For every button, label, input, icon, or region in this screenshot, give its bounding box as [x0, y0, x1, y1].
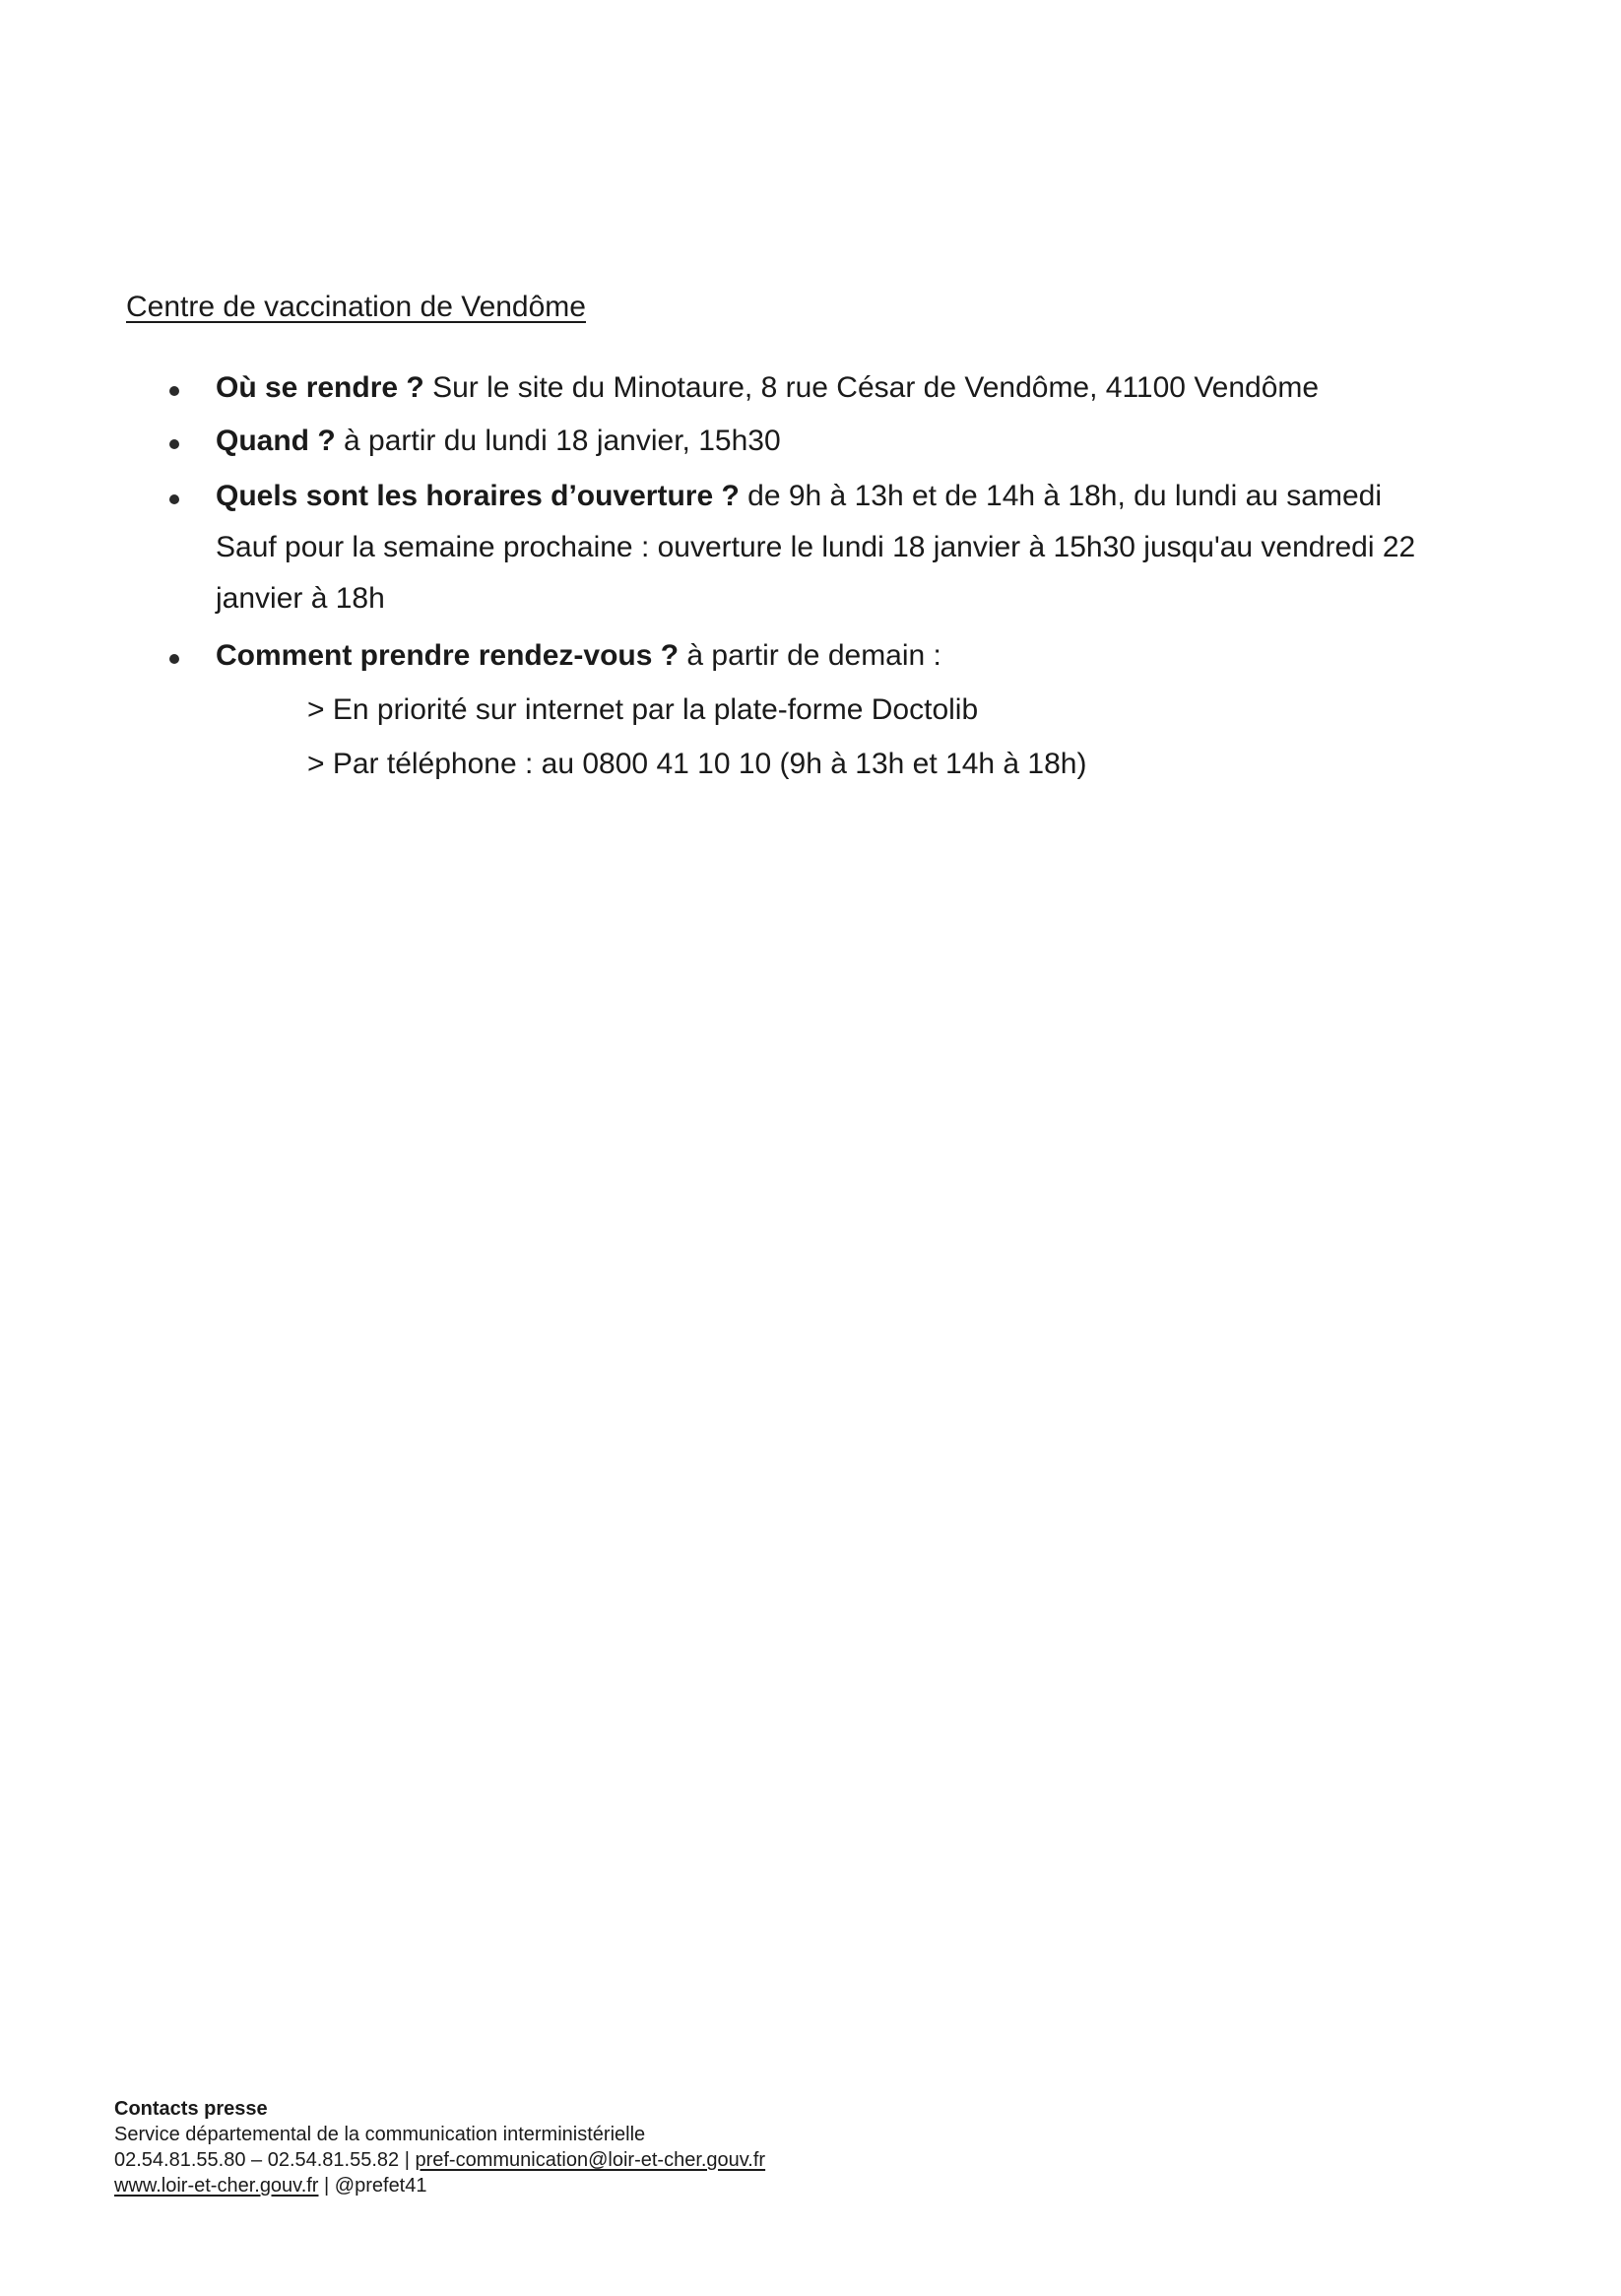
footer-separator: | — [318, 2175, 335, 2197]
list-item-appointment — [216, 636, 941, 676]
footer-service: Service départemental de la communication interministérielle — [114, 2124, 646, 2145]
footer-phones: 02.54.81.55.80 – 02.54.81.55.82 | — [114, 2149, 416, 2171]
list-item-hours — [216, 477, 1382, 516]
section-heading: Centre de vaccination de Vendôme — [126, 291, 586, 323]
list-item-location — [216, 368, 1319, 408]
sub-item-internet: > En priorité sur internet par la plate-forme Doctolib — [307, 693, 979, 726]
list-item-when — [216, 422, 781, 461]
item-label: Où se rendre ? — [216, 371, 424, 404]
bullet-icon — [169, 439, 179, 449]
website-link[interactable]: www.loir-et-cher.gouv.fr — [114, 2175, 319, 2197]
item-text: à partir du lundi 18 janvier, 15h30 — [335, 425, 781, 457]
item-text: Sur le site du Minotaure, 8 rue César de Vendôme, 41100 Vendôme — [423, 371, 1320, 404]
bullet-icon — [169, 386, 179, 396]
item-label: Comment prendre rendez-vous ? — [216, 639, 680, 672]
item-label: Quand ? — [216, 425, 336, 457]
twitter-handle: @prefet41 — [334, 2175, 427, 2197]
footer-title: Contacts presse — [114, 2098, 268, 2120]
item-text: de 9h à 13h et de 14h à 18h, du lundi au samedi — [739, 480, 1382, 512]
item-label: Quels sont les horaires d’ouverture ? — [216, 480, 740, 512]
bullet-icon — [169, 494, 179, 504]
sub-item-phone: > Par téléphone : au 0800 41 10 10 (9h à 13h et 14h à 18h) — [307, 748, 1087, 780]
item-continuation: Sauf pour la semaine prochaine : ouverture le lundi 18 janvier à 15h30 jusqu'au vendredi 22 — [216, 531, 1416, 563]
item-continuation: janvier à 18h — [216, 582, 385, 615]
footer-contact-line — [114, 2147, 765, 2173]
bullet-icon — [169, 654, 179, 664]
footer-web-line — [114, 2173, 765, 2198]
email-link[interactable]: pref-communication@loir-et-cher.gouv.fr — [415, 2149, 766, 2171]
press-contacts-footer — [114, 2096, 765, 2198]
item-text: à partir de demain : — [679, 639, 941, 672]
